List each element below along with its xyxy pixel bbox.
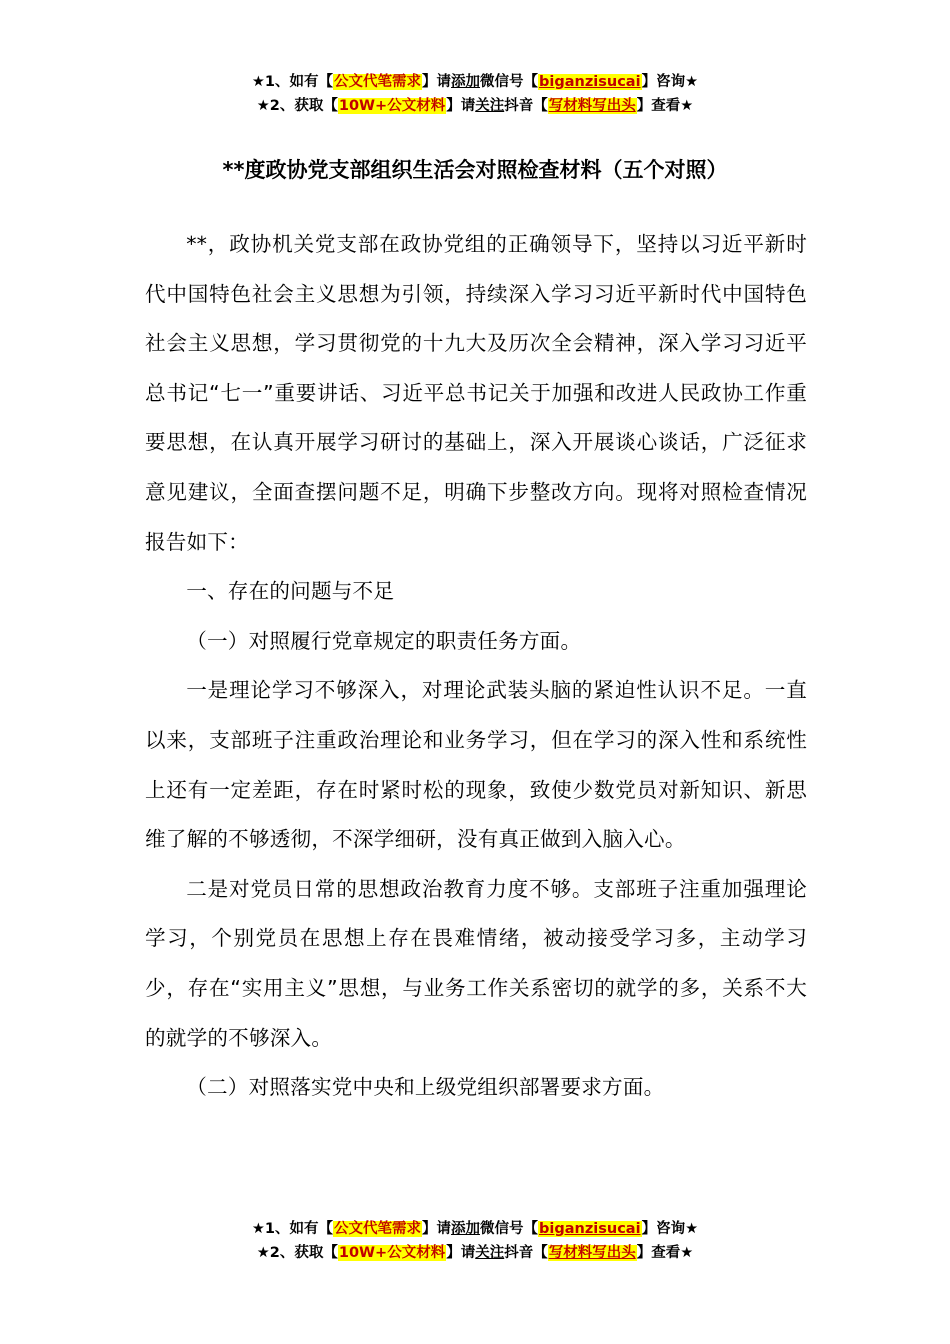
star-icon: ★ — [256, 1245, 270, 1261]
highlight-materials: 10W+公文材料 — [338, 1245, 446, 1261]
banner-line-1: ★1、如有【公文代笔需求】请添加微信号【biganzisucai】咨询★ — [251, 74, 699, 90]
section-heading: 一、存在的问题与不足 — [186, 579, 395, 604]
banner-line-2: ★2、获取【10W+公文材料】请关注抖音【写材料写出头】查看★ — [256, 1245, 694, 1261]
paragraph-intro: **，政协机关党支部在政协党组的正确领导下，坚持以习近平新时代中国特色社会主义思想为引领，持续深入学习习近平新时代中国特色社会主义思想，学习贯彻党的十九大及历次全会精神，深入学习习近平总书记“七一”重要讲话、习近平总书记关于加强和改进人民政协工作重要思想，在认真开展学习研讨的基础上，深入开展谈心谈话，广泛征求意见建议，全面查摆问题不足，明确下步整改方向。现将对照检查情况报告如下： — [145, 232, 807, 554]
paragraph: 二是对党员日常的思想政治教育力度不够。支部班子注重加强理论学习，个别党员在思想上存在畏难情绪，被动接受学习多，主动学习少，存在“实用主义”思想，与业务工作关系密切的就学的多，关系不大的就学的不够深入。 — [145, 876, 807, 1050]
douyin-account-link[interactable]: 写材料写出头 — [548, 1245, 636, 1261]
banner-line-2: ★2、获取【10W+公文材料】请关注抖音【写材料写出头】查看★ — [256, 98, 694, 114]
star-icon: ★ — [256, 98, 270, 114]
document-title: **度政协党支部组织生活会对照检查材料（五个对照） — [222, 158, 728, 182]
highlight-ghostwriting: 公文代笔需求 — [334, 1221, 422, 1237]
footer-banner — [0, 1217, 950, 1265]
douyin-account-link[interactable]: 写材料写出头 — [548, 98, 636, 114]
wechat-id-link[interactable]: biganzisucai — [539, 74, 641, 90]
document-body — [145, 220, 807, 1113]
header-banner — [0, 70, 950, 118]
paragraph: 一是理论学习不够深入，对理论武装头脑的紧迫性认识不足。一直以来，支部班子注重政治理论和业务学习，但在学习的深入性和系统性上还有一定差距，存在时紧时松的现象，致使少数党员对新知识、新思维了解的不够透彻，不深学细研，没有真正做到入脑入心。 — [145, 678, 807, 852]
subsection-heading: （一）对照履行党章规定的职责任务方面。 — [186, 628, 582, 653]
banner-line-1: ★1、如有【公文代笔需求】请添加微信号【biganzisucai】咨询★ — [251, 1221, 699, 1237]
star-icon: ★ — [251, 74, 265, 90]
highlight-materials: 10W+公文材料 — [338, 98, 446, 114]
highlight-ghostwriting: 公文代笔需求 — [334, 74, 422, 90]
wechat-id-link[interactable]: biganzisucai — [539, 1221, 641, 1237]
subsection-heading: （二）对照落实党中央和上级党组织部署要求方面。 — [186, 1075, 665, 1100]
star-icon: ★ — [251, 1221, 265, 1237]
